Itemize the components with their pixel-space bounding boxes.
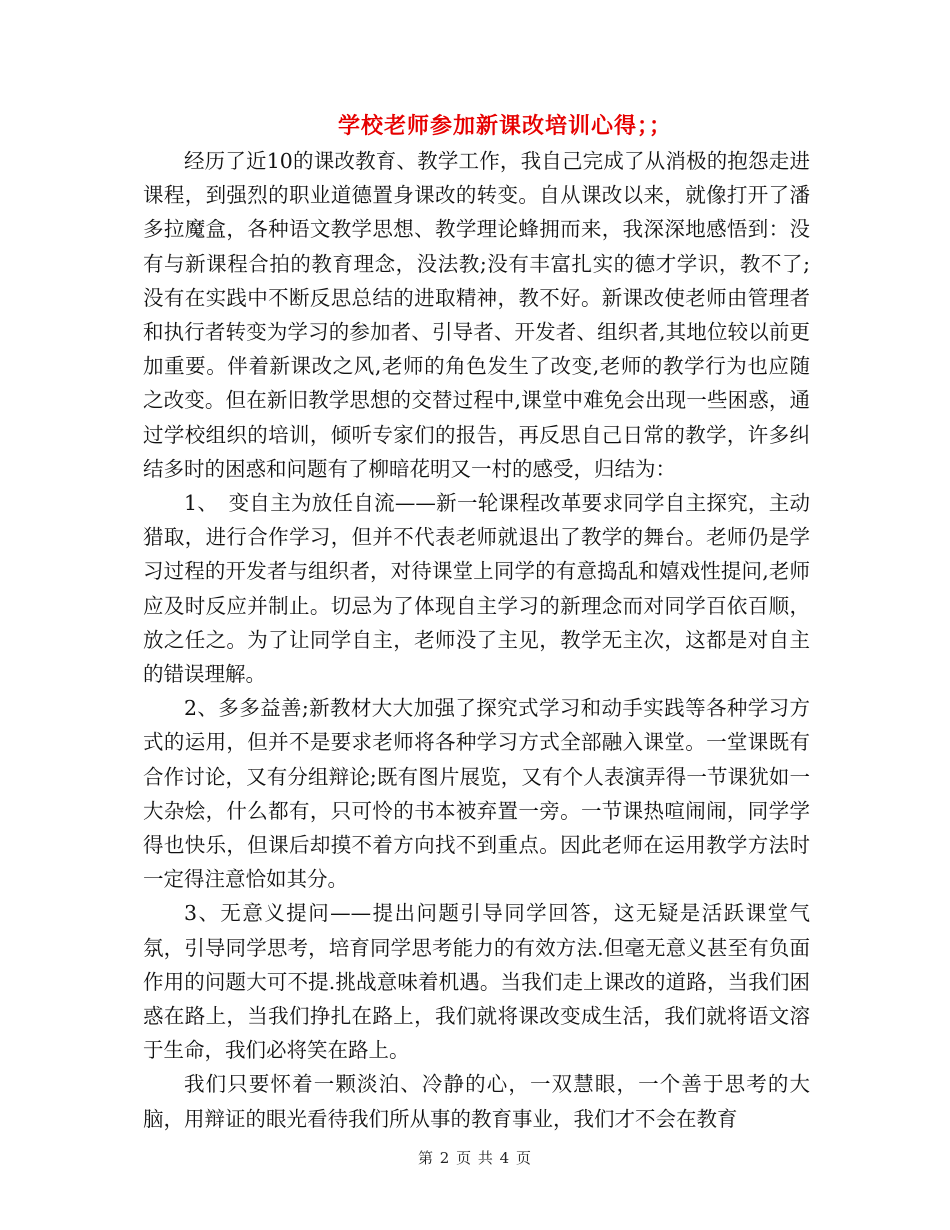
page-number-footer: 第 2 页 共 4 页 [418, 1149, 532, 1167]
document-title: 学校老师参加新课改培训心得；； [337, 113, 672, 139]
paragraph-closing: 我们只要怀着一颗淡泊、冷静的心，一双慧眼，一个善于思考的大脑，用辩证的眼光看待我们所从事的教育事业，我们才不会在教育 [143, 1072, 810, 1131]
paragraph-intro: 经历了近10的课改教育、教学工作，我自己完成了从消极的抱怨走进课程，到强烈的职业道德置身课改的转变。自从课改以来，就像打开了潘多拉魔盒，各种语文教学思想、教学理论蜂拥而来，我深深地感悟到：没有与新课程合拍的教育理念，没法教;没有丰富扎实的德才学识，教不了;没有在实践中不断反思总结的进取精神，教不好。新课改使老师由管理者和执行者转变为学习的参加者、引导者、开发者、组织者,其地位较以前更加重要。伴着新课改之风,老师的角色发生了改变,老师的教学行为也应随之改变。但在新旧教学思想的交替过程中,课堂中难免会出现一些困惑，通过学校组织的培训，倾听专家们的报告，再反思自己日常的教学，许多纠结多时的困惑和问题有了柳暗花明又一村的感受，归结为： [143, 149, 810, 481]
paragraph-point-1: 1、 变自主为放任自流——新一轮课程改革要求同学自主探究，主动猎取，进行合作学习，但并不代表老师就退出了教学的舞台。老师仍是学习过程的开发者与组织者，对待课堂上同学的有意捣乱和嬉戏性提问,老师应及时反应并制止。切忌为了体现自主学习的新理念而对同学百依百顺，放之任之。为了让同学自主，老师没了主见，教学无主次，这都是对自主的错误理解。 [143, 491, 810, 687]
document-body [143, 144, 810, 1136]
paragraph-point-2: 2、多多益善;新教材大大加强了探究式学习和动手实践等各种学习方式的运用，但并不是要求老师将各种学习方式全部融入课堂。一堂课既有合作讨论，又有分组辩论;既有图片展览，又有个人表演弄得一节课犹如一大杂烩，什么都有，只可怜的书本被弃置一旁。一节课热喧闹闹，同学学得也快乐，但课后却摸不着方向找不到重点。因此老师在运用教学方法时一定得注意恰如其分。 [143, 696, 810, 892]
paragraph-point-3: 3、无意义提问——提出问题引导同学回答，这无疑是活跃课堂气氛，引导同学思考，培育同学思考能力的有效方法.但毫无意义甚至有负面作用的问题大可不提.挑战意味着机遇。当我们走上课改的道路，当我们困惑在路上，当我们挣扎在路上，我们就将课改变成生活，我们就将语文溶于生命，我们必将笑在路上。 [143, 901, 810, 1063]
